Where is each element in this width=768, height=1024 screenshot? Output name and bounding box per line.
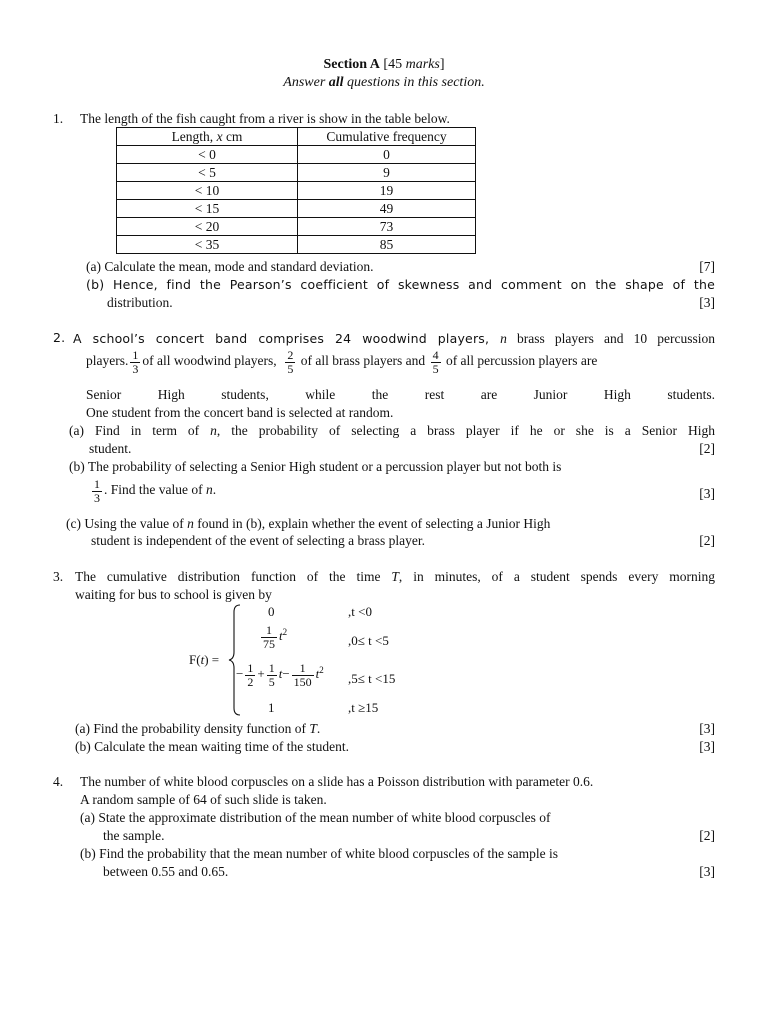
q3-line1 xyxy=(75,568,715,586)
q4-part-a: (a) State the approximate distribution of the mean number of white blood corpuscles of xyxy=(80,810,551,825)
q2-part-b-cont xyxy=(90,478,216,504)
cdf-label-pre: F( xyxy=(189,652,201,667)
fraction-one-third-b xyxy=(92,478,102,504)
length-cell: < 20 xyxy=(117,218,298,236)
q3-a-T: T xyxy=(309,721,317,736)
frac-den: 3 xyxy=(132,361,139,376)
q2-line1 xyxy=(73,330,715,348)
header-length-var: x xyxy=(216,129,223,144)
frac-den: 5 xyxy=(268,674,275,689)
word: High xyxy=(603,387,631,402)
q3-a-pre: (a) Find the probability density function of xyxy=(75,721,310,736)
case2-expr xyxy=(259,624,287,650)
frac-num: 1 xyxy=(292,662,314,676)
cdf-label xyxy=(189,652,219,669)
frac-num: 1 xyxy=(94,477,100,491)
word: students. xyxy=(667,387,715,402)
q2-line2-b: of all woodwind players, xyxy=(142,353,277,369)
fraction-one-third xyxy=(130,349,140,375)
cdf-label-t: t xyxy=(200,652,205,667)
word: Senior xyxy=(86,387,122,402)
q4-line1: The number of white blood corpuscles on a slide has a Poisson distribution with parameter 0.6. xyxy=(80,774,594,789)
q2-line1-n: n xyxy=(500,331,507,346)
frac-den: 5 xyxy=(287,361,294,376)
word: while xyxy=(305,387,336,402)
section-instruction xyxy=(0,74,768,92)
var-t: t xyxy=(279,628,283,644)
instr-pre: Answer xyxy=(283,75,329,90)
table-row xyxy=(117,182,476,200)
q2-b-text-post: . xyxy=(212,482,217,498)
frac-num: 1 xyxy=(268,661,275,675)
frac-den: 5 xyxy=(432,361,439,376)
table-row xyxy=(117,200,476,218)
q2-b-marks: [3] xyxy=(699,486,715,501)
cumulative-frequency-table xyxy=(116,127,476,254)
q4-number: 4. xyxy=(53,774,64,789)
word: Junior xyxy=(533,387,568,402)
q4-a-marks: [2] xyxy=(699,828,715,843)
q1-part-a: (a) Calculate the mean, mode and standard deviation. xyxy=(86,259,374,274)
q1-b-marks: [3] xyxy=(699,295,715,310)
q4-part-b: (b) Find the probability that the mean number of white blood corpuscles of the sample is xyxy=(80,846,559,861)
length-cell: < 15 xyxy=(117,200,298,218)
power: 2 xyxy=(319,664,324,675)
case1-expr: 0 xyxy=(268,604,275,619)
word: High xyxy=(157,387,185,402)
cumfreq-cell: 19 xyxy=(298,182,476,200)
q1-a-marks: [7] xyxy=(699,259,715,274)
frac-den: 3 xyxy=(94,490,100,505)
piecewise-brace xyxy=(228,604,242,716)
word: the xyxy=(371,387,389,402)
q1-number: 1. xyxy=(53,111,64,126)
q3-line1-pre: The cumulative distribution function of the time xyxy=(75,569,392,584)
instr-post: questions in this section. xyxy=(343,75,485,90)
minus: − xyxy=(236,666,244,682)
q2-line2 xyxy=(86,349,597,375)
case3-expr xyxy=(236,662,324,688)
header-length-pre: Length, xyxy=(171,129,217,144)
q2-a-post: , the probability of selecting a brass player if he or she is a Senior High xyxy=(216,423,715,438)
q2-c-pre: (c) Using the value of xyxy=(66,516,188,531)
q2-part-c-cont: student is independent of the event of selecting a brass player. xyxy=(91,533,426,548)
power: 2 xyxy=(282,626,288,637)
table-row xyxy=(117,236,476,254)
fraction-1-150 xyxy=(292,662,314,688)
q2-number: 2. xyxy=(53,330,66,345)
cumfreq-cell: 85 xyxy=(298,236,476,254)
frac-num: 1 xyxy=(247,661,254,675)
q2-line3 xyxy=(86,386,715,404)
q2-a-marks: [2] xyxy=(699,441,715,456)
q3-line1-T: T xyxy=(391,569,399,584)
q3-part-b: (b) Calculate the mean waiting time of the student. xyxy=(75,739,350,754)
fraction-1-5 xyxy=(267,662,277,688)
frac-num: 1 xyxy=(261,624,277,638)
q2-line1-post: brass players and 10 percussion xyxy=(506,331,715,346)
var-t: t xyxy=(278,666,283,682)
q2-line2-c: of all brass players and xyxy=(300,353,426,369)
header-cumfreq: Cumulative frequency xyxy=(298,128,476,146)
q2-a-n: n xyxy=(210,423,217,438)
q3-number: 3. xyxy=(53,569,64,584)
frac-den: 75 xyxy=(263,636,275,651)
q3-part-a xyxy=(75,720,320,738)
word: rest xyxy=(424,387,445,402)
word: are xyxy=(480,387,498,402)
header-length-post: cm xyxy=(222,129,243,144)
q3-line1-post: , in minutes, of a student spends every morning xyxy=(398,569,715,584)
frac-num: 1 xyxy=(132,348,139,362)
q1-part-b-cont: distribution. xyxy=(107,295,173,310)
case4-expr: 1 xyxy=(268,700,275,715)
cumfreq-cell: 49 xyxy=(298,200,476,218)
q1-part-b: (b) Hence, find the Pearson’s coefficient of skewness and comment on the shape of the xyxy=(86,277,715,292)
length-cell: < 35 xyxy=(117,236,298,254)
cumfreq-cell: 73 xyxy=(298,218,476,236)
fraction-two-fifths xyxy=(285,349,295,375)
case1-cond: ,t <0 xyxy=(348,604,372,619)
cumfreq-cell: 0 xyxy=(298,146,476,164)
frac-num: 2 xyxy=(287,348,294,362)
marks-open: [45 xyxy=(383,57,406,72)
fraction-1-75 xyxy=(261,624,277,650)
frac-den: 2 xyxy=(247,674,254,689)
table-header-row xyxy=(117,128,476,146)
q4-part-a-cont: the sample. xyxy=(103,828,165,843)
table-row xyxy=(117,164,476,182)
frac-num: 4 xyxy=(432,348,439,362)
cumfreq-cell: 9 xyxy=(298,164,476,182)
cdf-label-post: ) = xyxy=(204,652,220,667)
minus: − xyxy=(282,666,290,682)
q2-b-text-n: n xyxy=(205,482,213,498)
section-heading xyxy=(0,56,768,74)
section-title: Section A xyxy=(323,57,380,72)
q2-c-n: n xyxy=(187,516,194,531)
q3-a-post: . xyxy=(316,721,321,736)
q2-part-a xyxy=(69,422,715,440)
q2-part-c xyxy=(66,515,550,533)
q2-line1-pre: A school’s concert band comprises 24 woodwind players, xyxy=(73,331,501,346)
word: students, xyxy=(221,387,269,402)
case4-cond: ,t ≥15 xyxy=(348,700,379,715)
var-t: t xyxy=(315,666,320,682)
q3-b-marks: [3] xyxy=(699,739,715,754)
q3-line2: waiting for bus to school is given by xyxy=(75,587,272,602)
length-cell: < 0 xyxy=(117,146,298,164)
plus: + xyxy=(257,666,265,682)
q4-line2: A random sample of 64 of such slide is taken. xyxy=(80,792,327,807)
q1-stem: The length of the fish caught from a river is show in the table below. xyxy=(80,111,450,126)
q3-a-marks: [3] xyxy=(699,721,715,736)
table-row xyxy=(117,218,476,236)
frac-den: 150 xyxy=(293,674,312,689)
fraction-1-2 xyxy=(245,662,255,688)
q2-b-text-pre: . Find the value of xyxy=(104,482,206,498)
instr-all: all xyxy=(328,75,344,90)
marks-word: marks xyxy=(405,57,440,72)
header-length xyxy=(117,128,298,146)
case3-cond: ,5≤ t <15 xyxy=(348,671,396,686)
case2-cond: ,0≤ t <5 xyxy=(348,633,389,648)
length-cell: < 10 xyxy=(117,182,298,200)
table-row xyxy=(117,146,476,164)
q2-line2-a: players. xyxy=(86,353,129,369)
q2-c-marks: [2] xyxy=(699,533,715,548)
length-cell: < 5 xyxy=(117,164,298,182)
q2-a-pre: (a) Find in term of xyxy=(69,423,211,438)
q2-c-post: found in (b), explain whether the event of selecting a Junior High xyxy=(193,516,551,531)
q4-b-marks: [3] xyxy=(699,864,715,879)
marks-close: ] xyxy=(439,57,445,72)
q4-part-b-cont: between 0.55 and 0.65. xyxy=(103,864,229,879)
q2-line2-d: of all percussion players are xyxy=(445,353,598,369)
fraction-four-fifths xyxy=(431,349,441,375)
q2-part-b: (b) The probability of selecting a Senior High student or a percussion player but not both is xyxy=(69,459,562,474)
q2-line4: One student from the concert band is selected at random. xyxy=(86,405,394,420)
q2-part-a-cont: student. xyxy=(89,441,132,456)
